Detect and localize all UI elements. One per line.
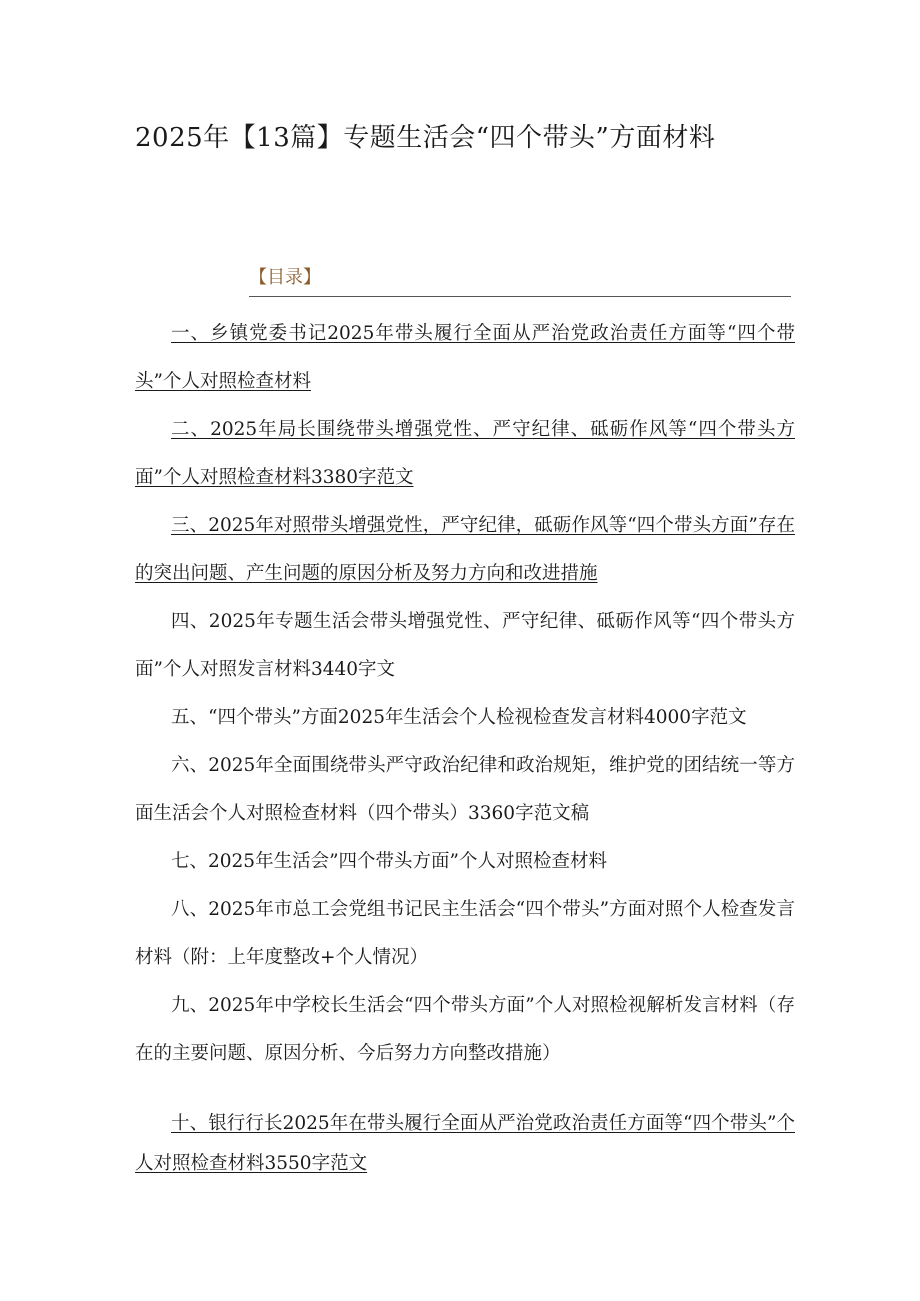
toc-item-10[interactable] — [135, 1104, 795, 1184]
toc-item-5[interactable] — [135, 694, 795, 742]
toc-item-text[interactable]: 三、2025年对照带头增强党性，严守纪律，砥砺作风等“四个带头方面”存在的突出问题、产生问题的原因分析及努力方向和改进措施 — [135, 515, 795, 584]
toc-item-text[interactable]: 六、2025年全面围绕带头严守政治纪律和政治规矩，维护党的团结统一等方面生活会个人对照检查材料（四个带头）3360字范文稿 — [135, 755, 795, 824]
toc-item-1[interactable] — [135, 310, 795, 406]
toc-item-7[interactable] — [135, 838, 795, 886]
toc-item-3[interactable] — [135, 502, 795, 598]
toc-item-text[interactable]: 七、2025年生活会”四个带头方面”个人对照检查材料 — [171, 851, 607, 872]
toc-item-text[interactable]: 四、2025年专题生活会带头增强党性、严守纪律、砥砺作风等“四个带头方面”个人对照发言材料3440字文 — [135, 611, 795, 680]
toc-list — [135, 310, 795, 1184]
toc-item-text[interactable]: 五、“四个带头”方面2025年生活会个人检视检查发言材料4000字范文 — [171, 707, 747, 728]
toc-item-text[interactable]: 九、2025年中学校长生活会“四个带头方面”个人对照检视解析发言材料（存在的主要问题、原因分析、今后努力方向整改措施） — [135, 995, 795, 1064]
toc-item-text[interactable]: 八、2025年市总工会党组书记民主生活会“四个带头”方面对照个人检查发言材料（附：上年度整改+个人情况） — [135, 899, 795, 968]
toc-item-4[interactable] — [135, 598, 795, 694]
toc-item-6[interactable] — [135, 742, 795, 838]
toc-item-text[interactable]: 二、2025年局长围绕带头增强党性、严守纪律、砥砺作风等“四个带头方面”个人对照检查材料3380字范文 — [135, 419, 795, 488]
toc-item-9[interactable] — [135, 982, 795, 1078]
toc-item-text[interactable]: 一、乡镇党委书记2025年带头履行全面从严治党政治责任方面等“四个带头”个人对照检查材料 — [135, 323, 795, 392]
toc-item-8[interactable] — [135, 886, 795, 982]
toc-header — [249, 262, 791, 297]
toc-item-text[interactable]: 十、银行行长2025年在带头履行全面从严治党政治责任方面等“四个带头”个人对照检查材料3550字范文 — [135, 1113, 795, 1174]
toc-item-2[interactable] — [135, 406, 795, 502]
document-title: 2025年【13篇】专题生活会“四个带头”方面材料 — [135, 123, 716, 153]
toc-label: 【目录】 — [249, 267, 321, 288]
